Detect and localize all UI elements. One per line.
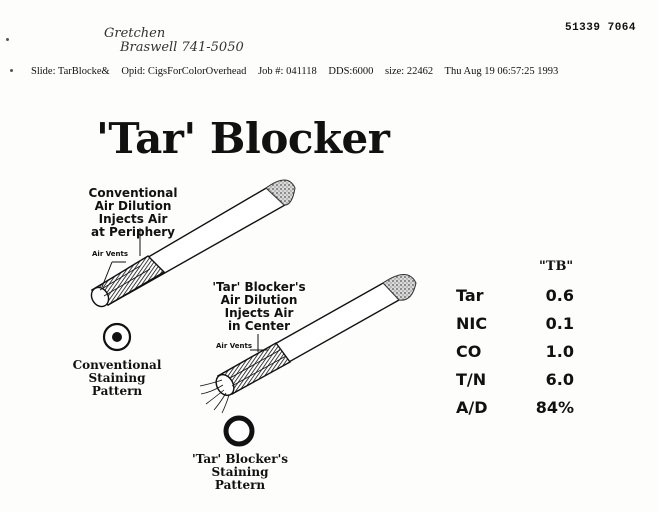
- caption-line: Air Dilution: [220, 293, 298, 307]
- handwritten-contact: Braswell 741-5050: [120, 40, 244, 55]
- row-label-nic: NIC: [456, 314, 488, 333]
- tar-blocker-caption: [207, 281, 311, 333]
- caption-line: Conventional: [88, 186, 178, 200]
- tar-blocker-stain-icon: [226, 418, 252, 444]
- caption-line: Injects Air: [224, 306, 294, 320]
- conventional-caption: [86, 187, 180, 239]
- tar-blocker-air-vents-label: Air Vents: [216, 342, 252, 350]
- file-size: size: 22462: [384, 66, 434, 77]
- slide-name: Slide: TarBlocke&: [31, 66, 110, 77]
- caption-line: 'Tar' Blocker's: [191, 452, 289, 466]
- caption-line: Staining: [211, 465, 269, 479]
- row-label-ad: A/D: [456, 398, 488, 417]
- row-value-ad: 84%: [535, 398, 574, 417]
- conventional-stain-caption: [72, 359, 162, 398]
- row-value-co: 1.0: [545, 342, 574, 361]
- dds: DDS:6000: [328, 66, 374, 77]
- caption-line: in Center: [227, 319, 291, 333]
- caption-line: at Periphery: [91, 225, 175, 239]
- row-label-co: CO: [456, 342, 482, 361]
- conventional-stain-icon: [104, 324, 130, 350]
- caption-line: 'Tar' Blocker's: [212, 280, 306, 294]
- job-number: Job #: 041118: [258, 66, 317, 77]
- row-label-tar: Tar: [456, 286, 484, 305]
- opid: Opid: CigsForColorOverhead: [121, 66, 247, 77]
- document-number: 51339 7064: [564, 22, 636, 34]
- timestamp: Thu Aug 19 06:57:25 1993: [444, 66, 559, 77]
- caption-line: Air Dilution: [94, 199, 172, 213]
- caption-line: Conventional: [72, 358, 162, 372]
- caption-line: Pattern: [214, 478, 266, 492]
- caption-line: Staining: [88, 371, 146, 385]
- row-value-nic: 0.1: [545, 314, 574, 333]
- handwritten-name: Gretchen: [104, 26, 166, 41]
- row-label-tn: T/N: [456, 370, 487, 389]
- caption-line: Injects Air: [98, 212, 168, 226]
- tar-blocker-stain-caption: [188, 453, 292, 492]
- page-title: 'Tar' Blocker: [96, 114, 390, 163]
- caption-line: Pattern: [91, 384, 143, 398]
- row-value-tn: 6.0: [545, 370, 574, 389]
- row-value-tar: 0.6: [545, 286, 574, 305]
- column-header-tb: "TB": [539, 259, 574, 274]
- conventional-air-vents-label: Air Vents: [92, 250, 128, 258]
